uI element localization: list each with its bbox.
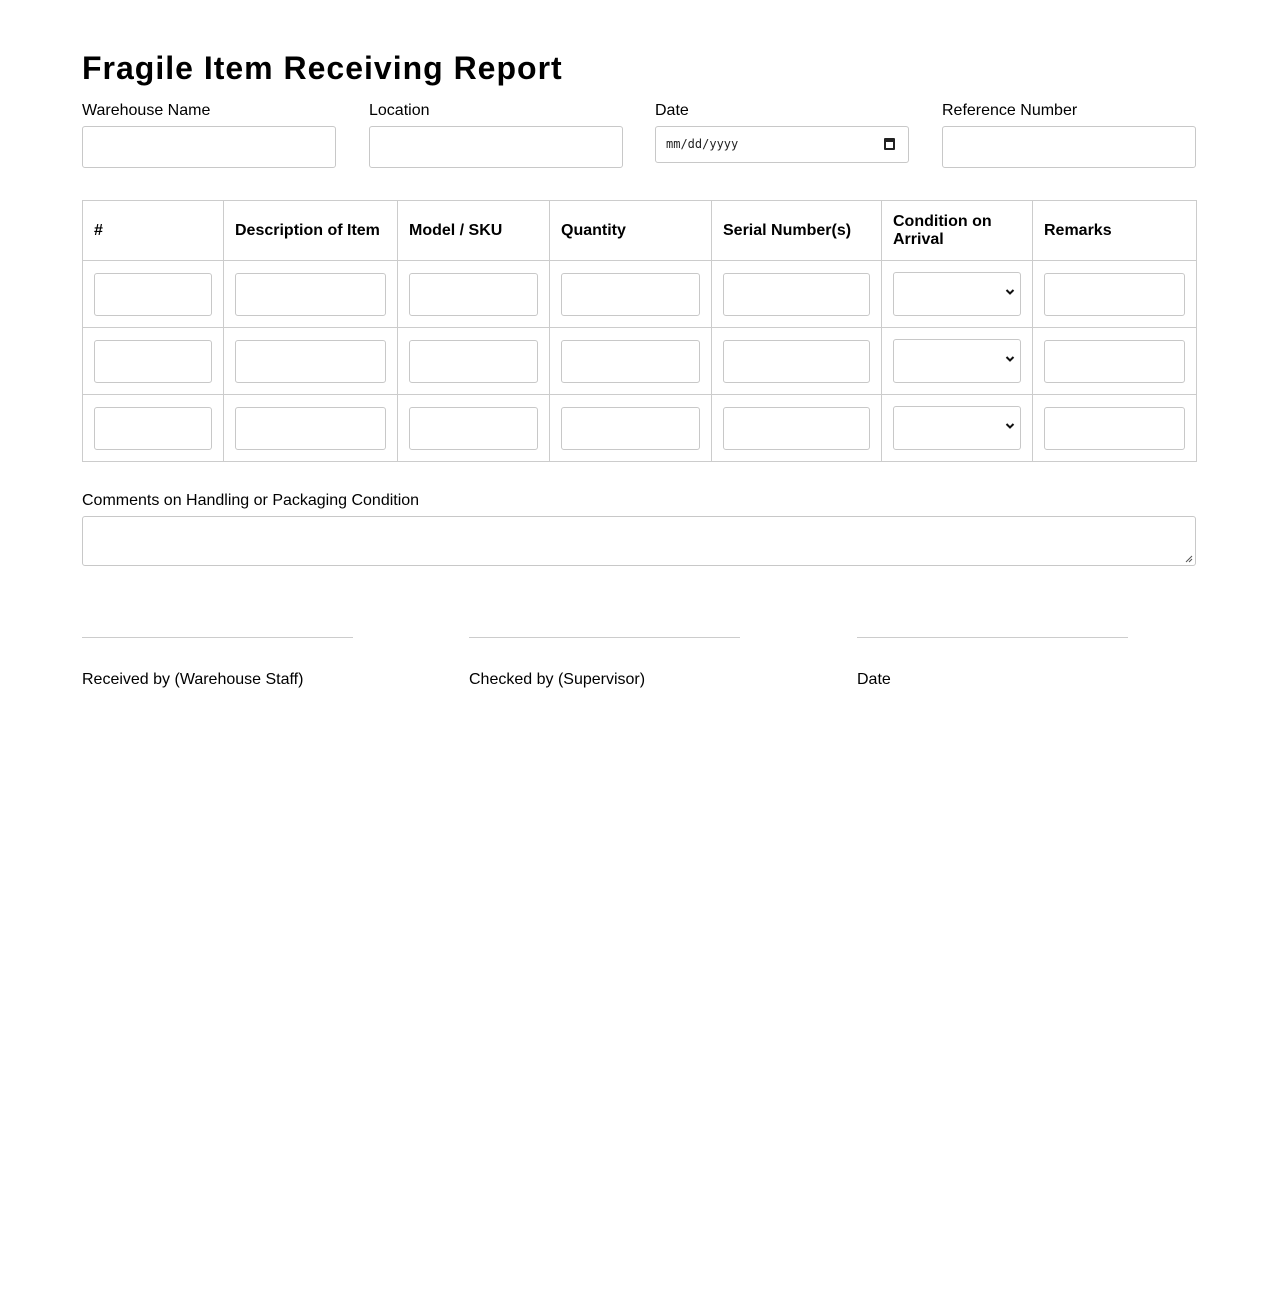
serial-input[interactable]: [723, 273, 870, 316]
cell-quantity: [550, 395, 712, 462]
signature-date: [857, 637, 1128, 690]
cell-serial: [712, 261, 882, 328]
cell-remarks: [1033, 395, 1197, 462]
column-header-number: #: [83, 201, 224, 261]
column-header-model-sku: Model / SKU: [398, 201, 550, 261]
cell-model-sku: [398, 261, 550, 328]
cell-number: [83, 328, 224, 395]
condition-select[interactable]: [893, 272, 1021, 316]
warehouse-name-field: [82, 101, 336, 168]
table-row: [83, 261, 1197, 328]
cell-number: [83, 395, 224, 462]
signature-checked-by: [469, 637, 740, 690]
condition-select[interactable]: [893, 406, 1021, 450]
remarks-input[interactable]: [1044, 407, 1185, 450]
number-input[interactable]: [94, 273, 212, 316]
cell-description: [224, 328, 398, 395]
model-sku-input[interactable]: [409, 407, 538, 450]
resize-grip-icon[interactable]: [1185, 555, 1193, 563]
cell-number: [83, 261, 224, 328]
column-header-serial-numbers: Serial Number(s): [712, 201, 882, 261]
signature-line: [469, 637, 740, 638]
quantity-input[interactable]: [561, 273, 700, 316]
chevron-down-icon: [1005, 287, 1015, 297]
description-input[interactable]: [235, 273, 386, 316]
column-header-remarks: Remarks: [1033, 201, 1197, 261]
signature-label: Checked by (Supervisor): [469, 671, 646, 688]
chevron-down-icon: [1005, 354, 1015, 364]
cell-description: [224, 395, 398, 462]
date-input[interactable]: [655, 126, 909, 163]
date-placeholder: mm/dd/yyyy: [666, 137, 739, 151]
comments-label: Comments on Handling or Packaging Condition: [82, 492, 420, 509]
location-input[interactable]: [369, 126, 623, 168]
cell-condition: [882, 328, 1033, 395]
date-label: Date: [655, 102, 689, 119]
remarks-input[interactable]: [1044, 340, 1185, 383]
model-sku-input[interactable]: [409, 273, 538, 316]
comments-textarea[interactable]: [82, 516, 1196, 566]
column-header-condition: Condition on Arrival: [882, 201, 1033, 261]
comments-section: [82, 491, 1196, 566]
cell-remarks: [1033, 328, 1197, 395]
serial-input[interactable]: [723, 340, 870, 383]
cell-model-sku: [398, 395, 550, 462]
remarks-input[interactable]: [1044, 273, 1185, 316]
warehouse-name-input[interactable]: [82, 126, 336, 168]
cell-serial: [712, 395, 882, 462]
model-sku-input[interactable]: [409, 340, 538, 383]
number-input[interactable]: [94, 340, 212, 383]
signature-label: Received by (Warehouse Staff): [82, 671, 304, 688]
table-row: [83, 328, 1197, 395]
cell-model-sku: [398, 328, 550, 395]
calendar-icon[interactable]: [884, 138, 895, 150]
signature-received-by: [82, 637, 353, 690]
cell-condition: [882, 261, 1033, 328]
condition-select[interactable]: [893, 339, 1021, 383]
warehouse-name-label: Warehouse Name: [82, 102, 211, 119]
column-header-description: Description of Item: [224, 201, 398, 261]
quantity-input[interactable]: [561, 340, 700, 383]
location-field: [369, 101, 623, 168]
reference-number-input[interactable]: [942, 126, 1196, 168]
cell-description: [224, 261, 398, 328]
cell-condition: [882, 395, 1033, 462]
chevron-down-icon: [1005, 421, 1015, 431]
table-row: [83, 395, 1197, 462]
cell-serial: [712, 328, 882, 395]
cell-remarks: [1033, 261, 1197, 328]
items-table: [82, 200, 1197, 462]
description-input[interactable]: [235, 407, 386, 450]
header-fields: [82, 101, 1196, 171]
number-input[interactable]: [94, 407, 212, 450]
signature-line: [857, 637, 1128, 638]
serial-input[interactable]: [723, 407, 870, 450]
date-field: [655, 101, 909, 163]
cell-quantity: [550, 261, 712, 328]
table-header-row: [83, 201, 1197, 261]
description-input[interactable]: [235, 340, 386, 383]
location-label: Location: [369, 102, 430, 119]
reference-number-label: Reference Number: [942, 102, 1078, 119]
signature-line: [82, 637, 353, 638]
quantity-input[interactable]: [561, 407, 700, 450]
page-title: Fragile Item Receiving Report: [82, 50, 563, 86]
signature-label: Date: [857, 671, 891, 688]
column-header-quantity: Quantity: [550, 201, 712, 261]
reference-number-field: [942, 101, 1196, 168]
cell-quantity: [550, 328, 712, 395]
